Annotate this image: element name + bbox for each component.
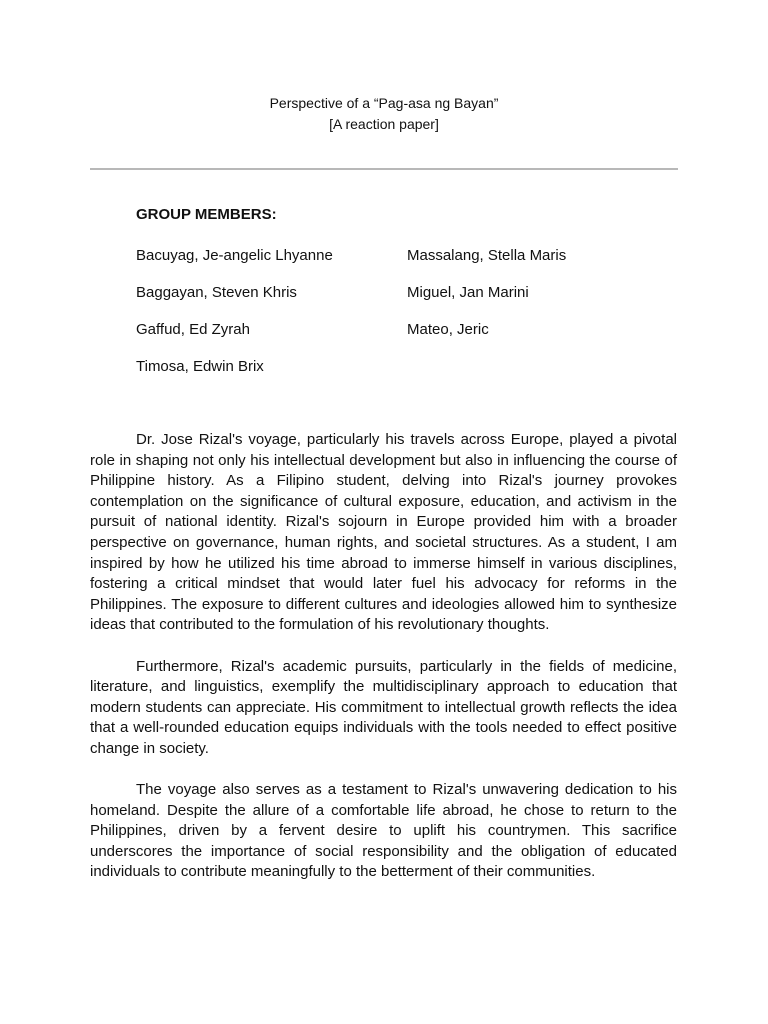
- horizontal-divider: [90, 168, 678, 170]
- body-paragraph: Dr. Jose Rizal's voyage, particularly his travels across Europe, played a pivotal role in shaping not only his intellectual development but also in influencing the course of Philippine history. As a Filipino student, delving into Rizal's journey provokes contemplation on the significance of cultural exposure, education, and activism in the pursuit of national identity. Rizal's sojourn in Europe provided him with a broader perspective on governance, human rights, and societal structures. As a student, I am inspired by how he utilized his time abroad to immerse himself in various disciplines, fostering a critical mindset that would later fuel his advocacy for reforms in the Philippines. The exposure to different cultures and ideologies allowed him to synthesize ideas that contributed to the formulation of his revolutionary thoughts.: [90, 431, 677, 634]
- body-paragraph: Furthermore, Rizal's academic pursuits, particularly in the fields of medicine, literature, and linguistics, exemplify the multidisciplinary approach to education that modern students can appreciate. His commitment to intellectual growth reflects the idea that a well-rounded education equips individuals with the tools needed to effect positive change in society.: [90, 657, 677, 757]
- member-name: Timosa, Edwin Brix: [136, 358, 264, 375]
- document-title: [0, 93, 768, 135]
- member-name: Mateo, Jeric: [407, 321, 489, 338]
- title-line: Perspective of a “Pag-asa ng Bayan”: [269, 95, 499, 111]
- subtitle-line: [A reaction paper]: [329, 116, 439, 132]
- reaction-paper-body: [90, 430, 677, 904]
- member-name: Massalang, Stella Maris: [407, 247, 567, 264]
- body-paragraph: The voyage also serves as a testament to Rizal's unwavering dedication to his homeland. Despite the allure of a comfortable life abroad, he chose to return to the Philippines, driven by a fervent desire to uplift his countrymen. This sacrifice underscores the importance of social responsibility and the obligation of educated individuals to contribute meaningfully to the betterment of their communities.: [90, 781, 677, 881]
- member-name: Baggayan, Steven Khris: [136, 284, 297, 301]
- member-name: Bacuyag, Je-angelic Lhyanne: [136, 247, 333, 264]
- member-name: Miguel, Jan Marini: [407, 284, 529, 301]
- group-members-heading: GROUP MEMBERS:: [136, 206, 277, 223]
- member-name: Gaffud, Ed Zyrah: [136, 321, 250, 338]
